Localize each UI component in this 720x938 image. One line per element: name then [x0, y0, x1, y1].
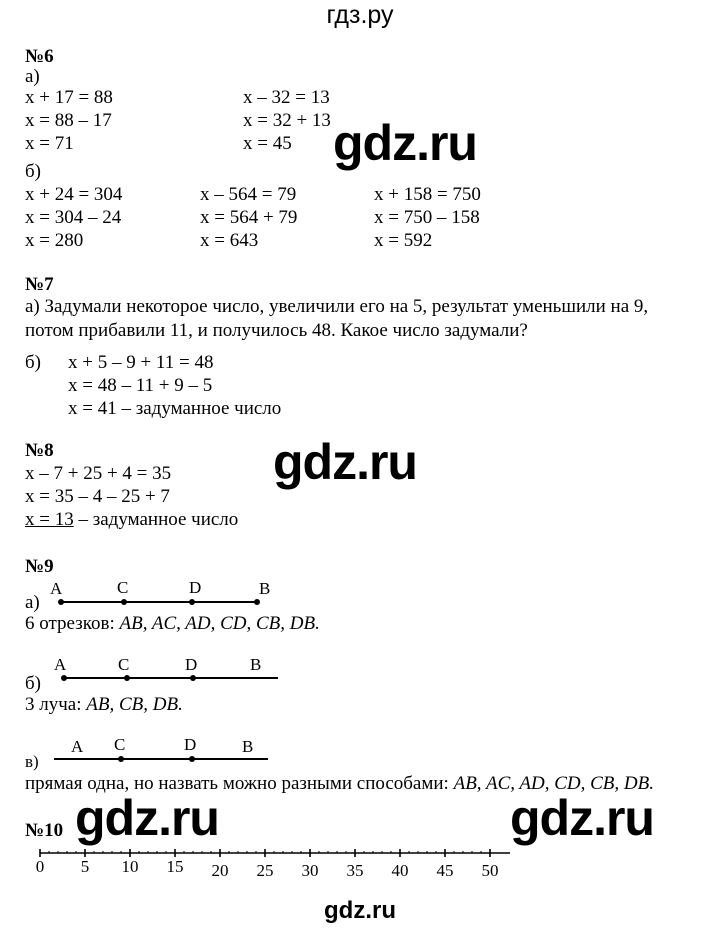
watermark: gdz.ru [333, 115, 477, 171]
caption-items: AB, AC, AD, CD, CB, DB. [119, 613, 320, 634]
task8-line1: x – 7 + 25 + 4 = 35 [25, 463, 172, 484]
point-label-a: A [71, 737, 84, 756]
number-line-tick-label: 15 [166, 857, 184, 876]
task6-b-col2-line3: x = 643 [200, 230, 259, 251]
task6-b-col1-line3: x = 280 [25, 230, 84, 251]
task6-b-col2-line2: x = 564 + 79 [200, 207, 298, 228]
watermark: gdz.ru [75, 790, 219, 846]
caption-items: AB, CB, DB. [86, 694, 183, 715]
task6-b-col3-line1: x + 158 = 750 [374, 184, 481, 205]
caption-prefix: прямая одна, но назвать можно разными способами: [25, 773, 454, 794]
task6-part-a-label: а) [25, 66, 40, 87]
watermark: gdz.ru [273, 434, 417, 490]
number-line-tick-label: 25 [256, 861, 274, 880]
task7-b-line2: x = 48 – 11 + 9 – 5 [68, 375, 213, 396]
task8-answer-text: – задуманное число [73, 509, 239, 530]
footer-watermark: gdz.ru [324, 897, 396, 924]
point-label-d: D [184, 735, 197, 754]
point-label-a: A [50, 579, 63, 598]
point-label-b: B [250, 655, 262, 674]
point-label-c: C [118, 655, 130, 674]
task6-a-col1-line3: x = 71 [25, 133, 74, 154]
caption-prefix: 3 луча: [25, 694, 87, 715]
point-label-c: C [117, 578, 129, 597]
number-line-tick-label: 20 [211, 861, 229, 880]
task9-number: №9 [25, 556, 54, 577]
number-line-tick-label: 45 [436, 861, 454, 880]
task6-b-col1-line1: x + 24 = 304 [25, 184, 123, 205]
task6-b-col2-line1: x – 564 = 79 [200, 184, 297, 205]
task6-b-col1-line2: x = 304 – 24 [25, 207, 122, 228]
watermark: gdz.ru [510, 790, 654, 846]
task6-b-col3-line3: x = 592 [374, 230, 433, 251]
number-line-tick-label: 5 [80, 857, 90, 876]
task6-a-col2-line3: x = 45 [243, 133, 292, 154]
point-label-d: D [189, 578, 202, 597]
task9-part-b-label: б) [25, 673, 41, 694]
task9-part-c-label: в) [25, 752, 39, 771]
task8-answer-value: x = 13 [25, 509, 74, 530]
caption-prefix: 6 отрезков: [25, 613, 120, 634]
task7-b-line1: x + 5 – 9 + 11 = 48 [68, 352, 214, 373]
task9-part-a-label: а) [25, 592, 40, 613]
task6-b-col3-line2: x = 750 – 158 [374, 207, 480, 228]
point-label-d: D [185, 655, 198, 674]
task7-part-b-label: б) [25, 352, 41, 373]
task7-problem-line2: потом прибавили 11, и получилось 48. Какое число задумали? [25, 320, 528, 341]
task8-number: №8 [25, 440, 54, 461]
number-line-tick-label: 10 [121, 857, 139, 876]
task6-a-col1-line2: x = 88 – 17 [25, 110, 112, 131]
point-label-b: B [242, 737, 254, 756]
task6-a-col2-line2: x = 32 + 13 [243, 110, 331, 131]
task6-part-b-label: б) [25, 161, 41, 182]
point-label-a: A [54, 655, 67, 674]
point-label-b: B [259, 579, 271, 598]
number-line-tick-label: 0 [35, 857, 45, 876]
task6-number: №6 [25, 46, 54, 67]
number-line-tick-label: 30 [301, 861, 319, 880]
task7-problem-line1: а) Задумали некоторое число, увеличили его на 5, результат уменьшили на 9, [25, 296, 649, 317]
number-line-tick-label: 40 [391, 861, 409, 880]
site-title: гдз.ру [326, 1, 394, 29]
task6-a-col2-line1: x – 32 = 13 [243, 87, 330, 108]
caption-items: AB, AC, AD, CD, CB, DB. [453, 773, 654, 794]
task10-number: №10 [25, 820, 64, 841]
task6-a-col1-line1: x + 17 = 88 [25, 87, 113, 108]
number-line-tick-label: 50 [481, 861, 499, 880]
task7-b-line3: x = 41 – задуманное число [68, 398, 282, 419]
point-label-c: C [114, 735, 126, 754]
task8-line2: x = 35 – 4 – 25 + 7 [25, 486, 170, 507]
number-line-tick-label: 35 [346, 861, 364, 880]
task7-number: №7 [25, 274, 54, 295]
